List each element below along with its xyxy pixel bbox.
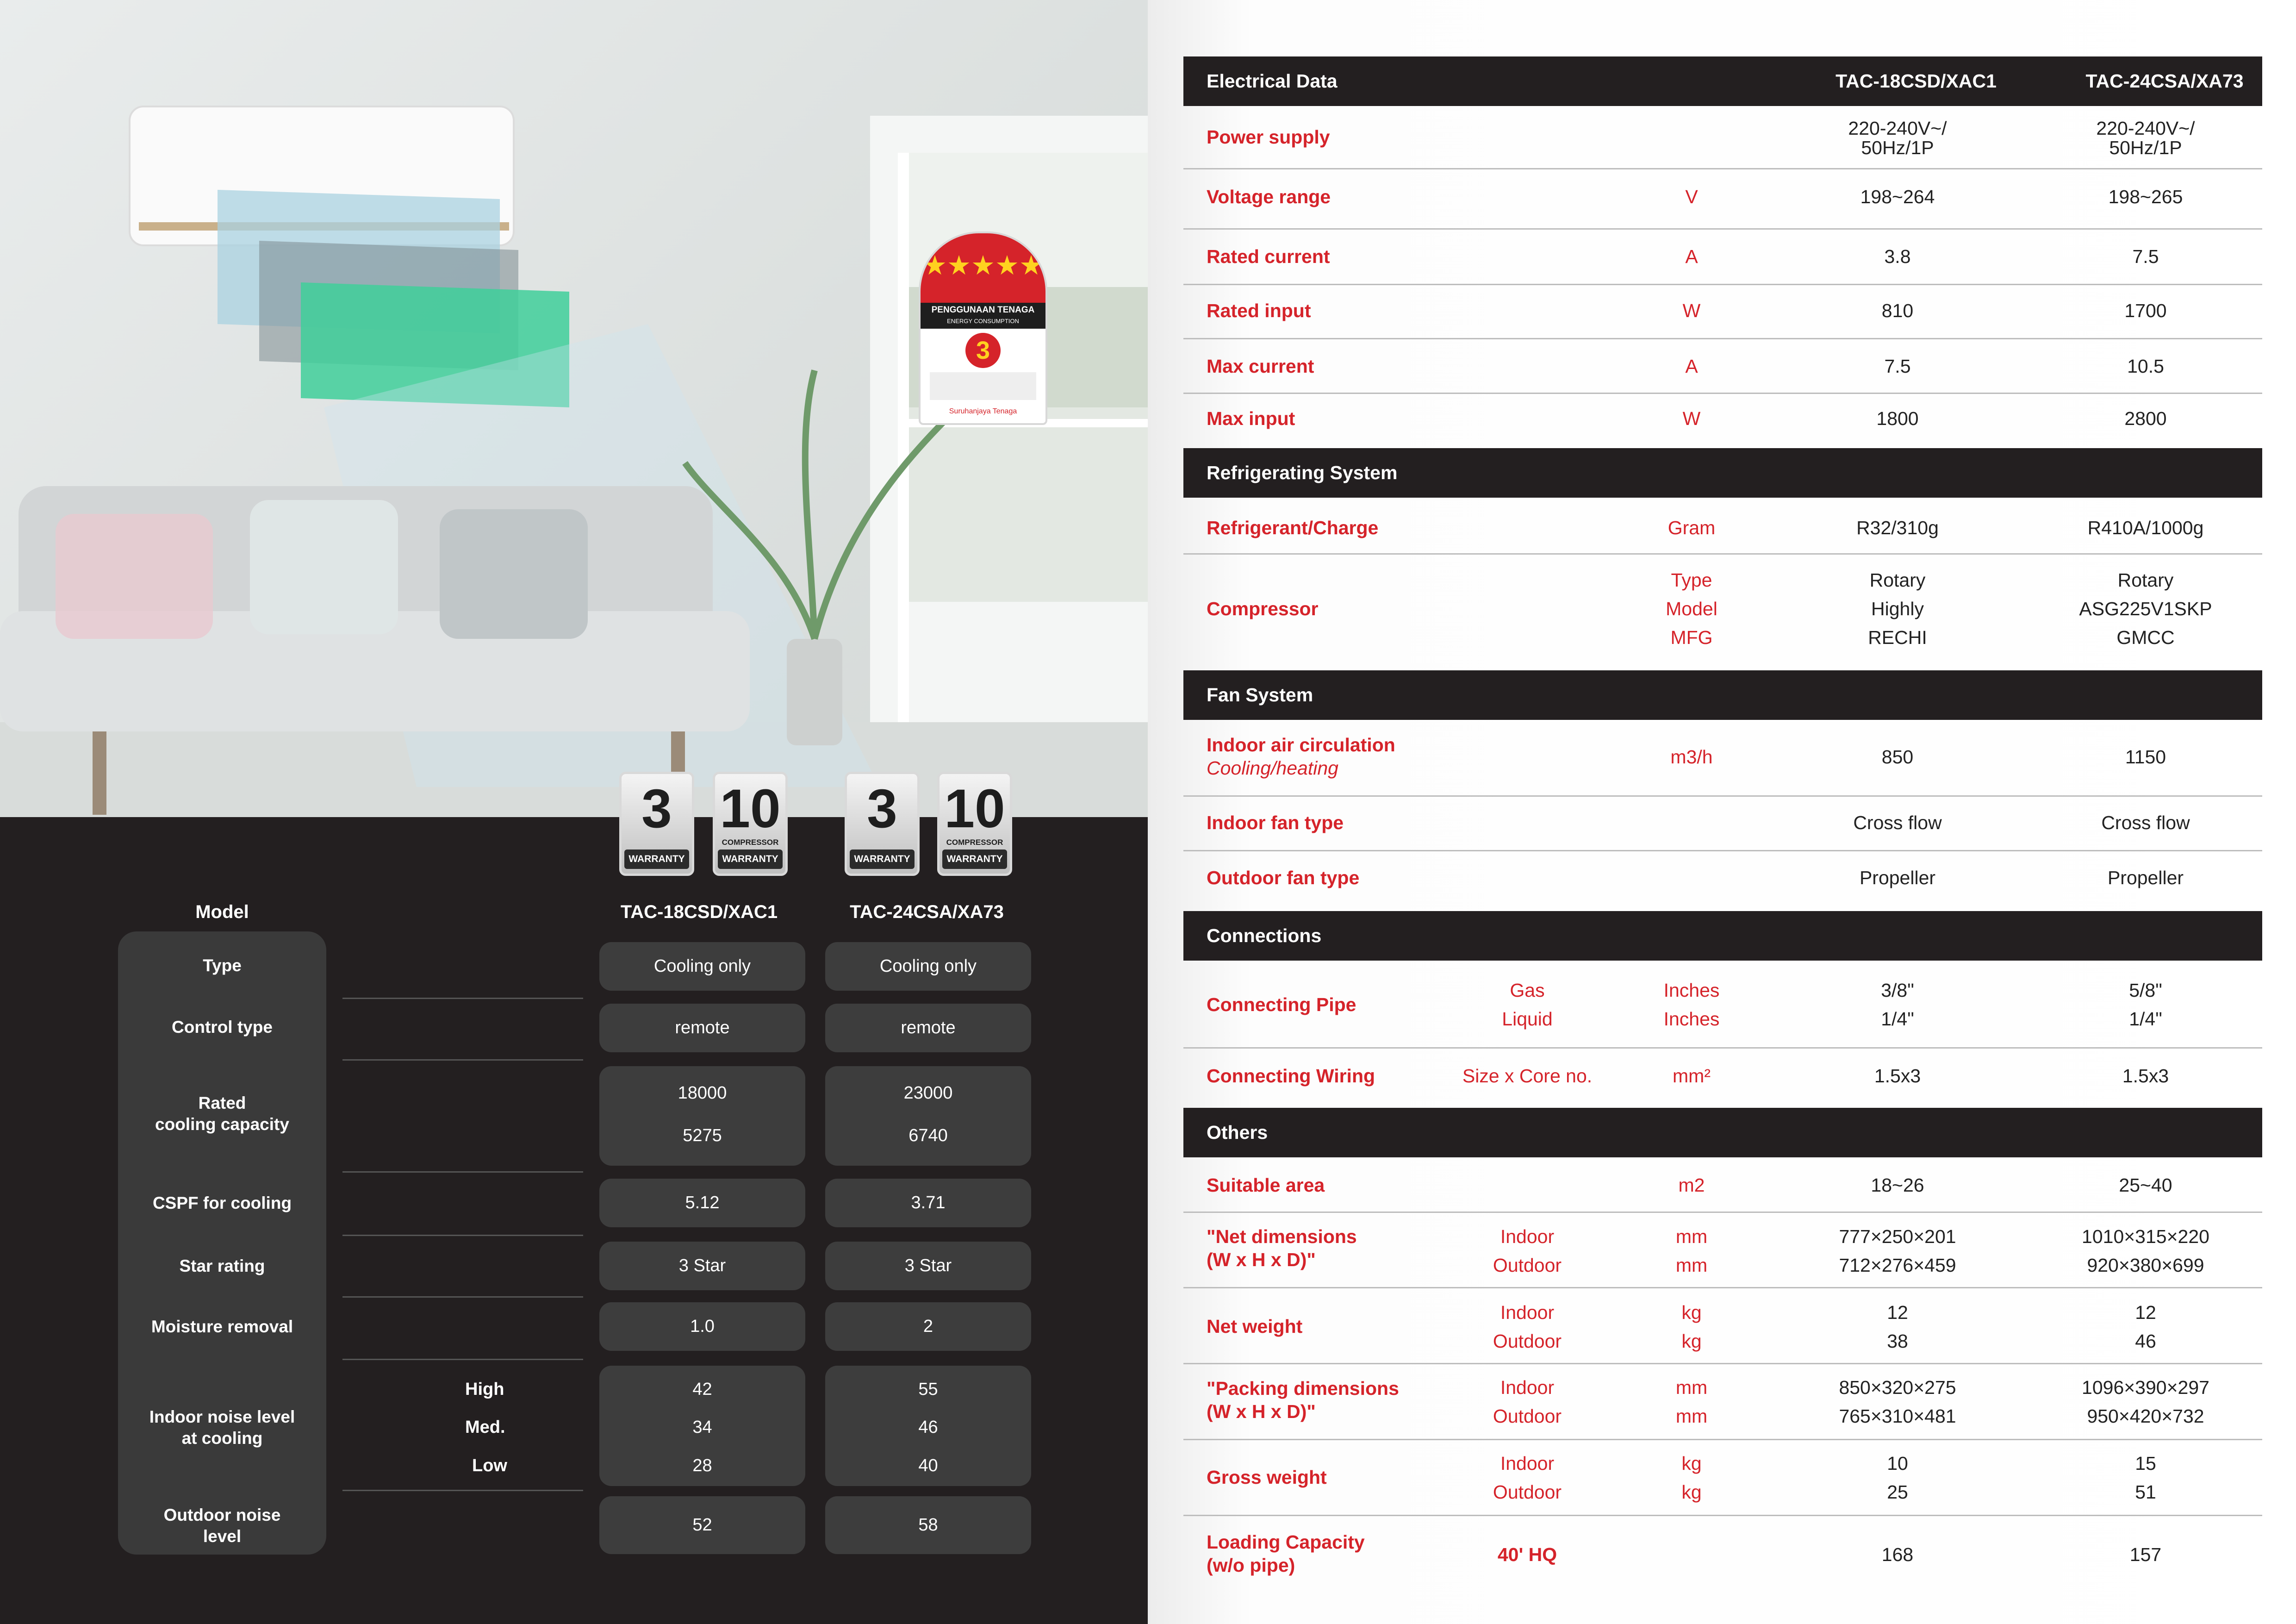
type-value-1: Cooling only xyxy=(599,942,805,991)
row-label-control-type: Control type xyxy=(172,1018,273,1037)
net-dim-sub-outdoor: Outdoor xyxy=(1493,1255,1562,1276)
label-suitable-area: Suitable area xyxy=(1207,1174,1325,1196)
label-indoor-air-circulation-sub: Cooling/heating xyxy=(1207,757,1338,779)
noise-high-1: 42 xyxy=(692,1380,712,1399)
compressor-type-2: Rotary xyxy=(2117,569,2174,591)
net-dim-indoor-1: 777×250×201 xyxy=(1839,1226,1956,1247)
rated-current-1: 3.8 xyxy=(1884,246,1911,267)
compressor-mfg-1: RECHI xyxy=(1868,627,1927,648)
area-1: 18~26 xyxy=(1871,1174,1924,1196)
energy-label-rating: 3 xyxy=(965,333,1001,368)
pipe-gas-1: 3/8" xyxy=(1881,980,1914,1001)
label-net-weight: Net weight xyxy=(1207,1316,1303,1337)
label-compressor: Compressor xyxy=(1207,598,1319,619)
net-weight-sub-indoor: Indoor xyxy=(1500,1302,1555,1323)
label-gross-weight: Gross weight xyxy=(1207,1467,1327,1488)
power-supply-1: 220-240V~/ 50Hz/1P xyxy=(1848,118,1947,158)
net-weight-indoor-1: 12 xyxy=(1887,1302,1908,1323)
net-dim-unit-indoor: mm xyxy=(1675,1226,1708,1247)
gross-weight-sub-indoor: Indoor xyxy=(1500,1453,1555,1474)
refrigerant-2: R410A/1000g xyxy=(2087,517,2204,538)
row-label-cspf: CSPF for cooling xyxy=(152,1193,292,1212)
noise-low-label: Low xyxy=(472,1456,507,1475)
pipe-liquid-2: 1/4" xyxy=(2129,1008,2162,1030)
unit-rated-input: W xyxy=(1682,300,1701,321)
rated-current-2: 7.5 xyxy=(2132,246,2159,267)
pipe-unit-liquid: Inches xyxy=(1663,1008,1720,1030)
col-header-1: TAC-18CSD/XAC1 xyxy=(1836,70,1997,92)
voltage-2: 198~265 xyxy=(2108,186,2183,207)
label-max-input: Max input xyxy=(1207,408,1295,429)
control-value-2: remote xyxy=(825,1004,1031,1052)
compressor-sub-mfg: MFG xyxy=(1670,627,1713,648)
label-connecting-pipe: Connecting Pipe xyxy=(1207,994,1356,1015)
outdoor-fan-2: Propeller xyxy=(2107,867,2184,888)
compressor-sub-type: Type xyxy=(1671,569,1712,591)
wiring-2: 1.5x3 xyxy=(2122,1065,2169,1087)
pack-dim-unit-outdoor: mm xyxy=(1675,1405,1708,1427)
indoor-fan-1: Cross flow xyxy=(1853,812,1942,833)
net-weight-outdoor-2: 46 xyxy=(2135,1330,2156,1352)
model-col-1: TAC-18CSD/XAC1 xyxy=(620,902,778,922)
air-circulation-1: 850 xyxy=(1881,746,1914,768)
model-col-2: TAC-24CSA/XA73 xyxy=(850,902,1004,922)
label-connecting-wiring: Connecting Wiring xyxy=(1207,1065,1375,1087)
max-current-1: 7.5 xyxy=(1884,356,1911,377)
energy-label-title: PENGGUNAAN TENAGA xyxy=(931,305,1035,315)
label-refrigerant: Refrigerant/Charge xyxy=(1207,517,1379,538)
row-label-type: Type xyxy=(203,956,242,975)
capacity-w-2: 6740 xyxy=(908,1126,948,1145)
unit-refrigerant: Gram xyxy=(1668,517,1716,538)
gross-weight-indoor-2: 15 xyxy=(2135,1453,2156,1474)
room-photo xyxy=(0,0,1148,817)
unit-area: m2 xyxy=(1678,1174,1705,1196)
capacity-w-1: 5275 xyxy=(683,1126,722,1145)
pack-dim-sub-outdoor: Outdoor xyxy=(1493,1405,1562,1427)
compressor-type-1: Rotary xyxy=(1869,569,1926,591)
energy-label xyxy=(919,231,1047,425)
row-label-star-rating: Star rating xyxy=(179,1256,265,1275)
section-fan: Fan System xyxy=(1183,670,2262,720)
model-header: Model xyxy=(195,902,249,922)
pipe-unit-gas: Inches xyxy=(1663,980,1720,1001)
capacity-btuh-2: 23000 xyxy=(903,1083,953,1103)
warranty-badge-1: 3 WARRANTY xyxy=(619,772,694,876)
net-weight-sub-outdoor: Outdoor xyxy=(1493,1330,1562,1352)
max-input-1: 1800 xyxy=(1876,408,1919,429)
star-value-1: 3 Star xyxy=(599,1242,805,1290)
pack-dim-outdoor-2: 950×420×732 xyxy=(2087,1405,2204,1427)
energy-label-stars: ★★★★★ xyxy=(923,250,1043,281)
section-connections: Connections xyxy=(1183,911,2262,961)
net-weight-outdoor-1: 38 xyxy=(1887,1330,1908,1352)
gross-weight-outdoor-1: 25 xyxy=(1887,1481,1908,1503)
net-dim-unit-outdoor: mm xyxy=(1675,1255,1708,1276)
noise-med-2: 46 xyxy=(918,1418,938,1437)
col-header-2: TAC-24CSA/XA73 xyxy=(2085,70,2244,92)
unit-max-input: W xyxy=(1682,408,1701,429)
pack-dim-sub-indoor: Indoor xyxy=(1500,1377,1555,1398)
compressor-model-2: ASG225V1SKP xyxy=(2079,598,2212,619)
pack-dim-outdoor-1: 765×310×481 xyxy=(1839,1405,1956,1427)
outdoor-noise-2: 58 xyxy=(825,1496,1031,1554)
rated-input-2: 1700 xyxy=(2124,300,2167,321)
cspf-value-2: 3.71 xyxy=(825,1179,1031,1227)
gross-weight-outdoor-2: 51 xyxy=(2135,1481,2156,1503)
label-loading-capacity: Loading Capacity (w/o pipe) xyxy=(1207,1531,1365,1576)
row-label-indoor-noise: Indoor noise level at cooling xyxy=(149,1407,295,1448)
pack-dim-unit-indoor: mm xyxy=(1675,1377,1708,1398)
net-weight-unit-outdoor: kg xyxy=(1681,1330,1702,1352)
loading-1: 168 xyxy=(1881,1544,1914,1565)
compressor-badge-1: 10 COMPRESSOR WARRANTY xyxy=(713,772,788,876)
label-indoor-air-circulation: Indoor air circulation xyxy=(1207,734,1395,756)
noise-med-1: 34 xyxy=(692,1418,712,1437)
noise-low-2: 40 xyxy=(918,1456,938,1475)
moisture-value-1: 1.0 xyxy=(599,1302,805,1351)
outdoor-fan-1: Propeller xyxy=(1859,867,1936,888)
energy-label-footer: Suruhanjaya Tenaga xyxy=(949,407,1017,415)
row-label-cooling-capacity: Rated cooling capacity xyxy=(155,1093,289,1134)
wiring-sub: Size x Core no. xyxy=(1462,1065,1593,1087)
unit-max-current: A xyxy=(1685,356,1698,377)
loading-sub: 40' HQ xyxy=(1497,1544,1557,1565)
unit-rated-current: A xyxy=(1685,246,1698,267)
moisture-value-2: 2 xyxy=(825,1302,1031,1351)
loading-2: 157 xyxy=(2129,1544,2162,1565)
net-dim-sub-indoor: Indoor xyxy=(1500,1226,1555,1247)
net-dim-indoor-2: 1010×315×220 xyxy=(2082,1226,2209,1247)
net-weight-indoor-2: 12 xyxy=(2135,1302,2156,1323)
capacity-card-2 xyxy=(825,1066,1031,1166)
pipe-sub-liquid: Liquid xyxy=(1502,1008,1553,1030)
net-dim-outdoor-2: 920×380×699 xyxy=(2087,1255,2204,1276)
pipe-liquid-1: 1/4" xyxy=(1881,1008,1914,1030)
label-max-current: Max current xyxy=(1207,356,1314,377)
air-circulation-2: 1150 xyxy=(2125,746,2166,768)
wiring-unit: mm² xyxy=(1673,1065,1711,1087)
star-value-2: 3 Star xyxy=(825,1242,1031,1290)
max-input-2: 2800 xyxy=(2124,408,2167,429)
energy-label-subtitle: ENERGY CONSUMPTION xyxy=(947,318,1019,325)
label-packing-dimensions: "Packing dimensions (W x H x D)" xyxy=(1207,1378,1399,1422)
compressor-badge-2: 10 COMPRESSOR WARRANTY xyxy=(937,772,1012,876)
section-refrigerating: Refrigerating System xyxy=(1183,448,2262,498)
control-value-1: remote xyxy=(599,1004,805,1052)
label-indoor-fan-type: Indoor fan type xyxy=(1207,812,1344,833)
gross-weight-sub-outdoor: Outdoor xyxy=(1493,1481,1562,1503)
outdoor-noise-1: 52 xyxy=(599,1496,805,1554)
pipe-sub-gas: Gas xyxy=(1510,980,1545,1001)
compressor-sub-model: Model xyxy=(1666,598,1717,619)
area-2: 25~40 xyxy=(2119,1174,2172,1196)
warranty-badge-2: 3 WARRANTY xyxy=(845,772,920,876)
unit-air-circulation: m3/h xyxy=(1670,746,1713,768)
label-outdoor-fan-type: Outdoor fan type xyxy=(1207,867,1360,888)
label-net-dimensions: "Net dimensions (W x H x D)" xyxy=(1207,1226,1357,1270)
net-weight-unit-indoor: kg xyxy=(1681,1302,1702,1323)
pipe-gas-2: 5/8" xyxy=(2129,980,2162,1001)
unit-voltage: V xyxy=(1685,186,1698,207)
rated-input-1: 810 xyxy=(1881,300,1914,321)
gross-weight-unit-indoor: kg xyxy=(1681,1453,1702,1474)
noise-low-1: 28 xyxy=(692,1456,712,1475)
net-dim-outdoor-1: 712×276×459 xyxy=(1839,1255,1956,1276)
plant-pot xyxy=(787,639,842,745)
section-electrical: Electrical Data TAC-18CSD/XAC1 TAC-24CSA/XA73 xyxy=(1183,56,2262,106)
label-voltage-range: Voltage range xyxy=(1207,186,1331,207)
power-supply-2: 220-240V~/ 50Hz/1P xyxy=(2096,118,2195,158)
row-label-outdoor-noise: Outdoor noise level xyxy=(163,1505,281,1546)
compressor-mfg-2: GMCC xyxy=(2116,627,2175,648)
voltage-1: 198~264 xyxy=(1860,186,1935,207)
label-power-supply: Power supply xyxy=(1207,126,1330,148)
section-others: Others xyxy=(1183,1108,2262,1157)
noise-high-2: 55 xyxy=(918,1380,938,1399)
gross-weight-indoor-1: 10 xyxy=(1887,1453,1908,1474)
noise-high-label: High xyxy=(465,1380,504,1399)
label-rated-current: Rated current xyxy=(1207,246,1330,267)
wiring-1: 1.5x3 xyxy=(1874,1065,1921,1087)
noise-med-label: Med. xyxy=(465,1418,505,1437)
type-value-2: Cooling only xyxy=(825,942,1031,991)
gross-weight-unit-outdoor: kg xyxy=(1681,1481,1702,1503)
pack-dim-indoor-1: 850×320×275 xyxy=(1839,1377,1956,1398)
refrigerant-1: R32/310g xyxy=(1856,517,1939,538)
capacity-btuh-1: 18000 xyxy=(678,1083,727,1103)
row-label-moisture: Moisture removal xyxy=(151,1317,293,1336)
capacity-card-1 xyxy=(599,1066,805,1166)
cspf-value-1: 5.12 xyxy=(599,1179,805,1227)
compressor-model-1: Highly xyxy=(1871,598,1924,619)
pack-dim-indoor-2: 1096×390×297 xyxy=(2082,1377,2209,1398)
max-current-2: 10.5 xyxy=(2127,356,2164,377)
indoor-fan-2: Cross flow xyxy=(2101,812,2190,833)
label-rated-input: Rated input xyxy=(1207,300,1311,321)
